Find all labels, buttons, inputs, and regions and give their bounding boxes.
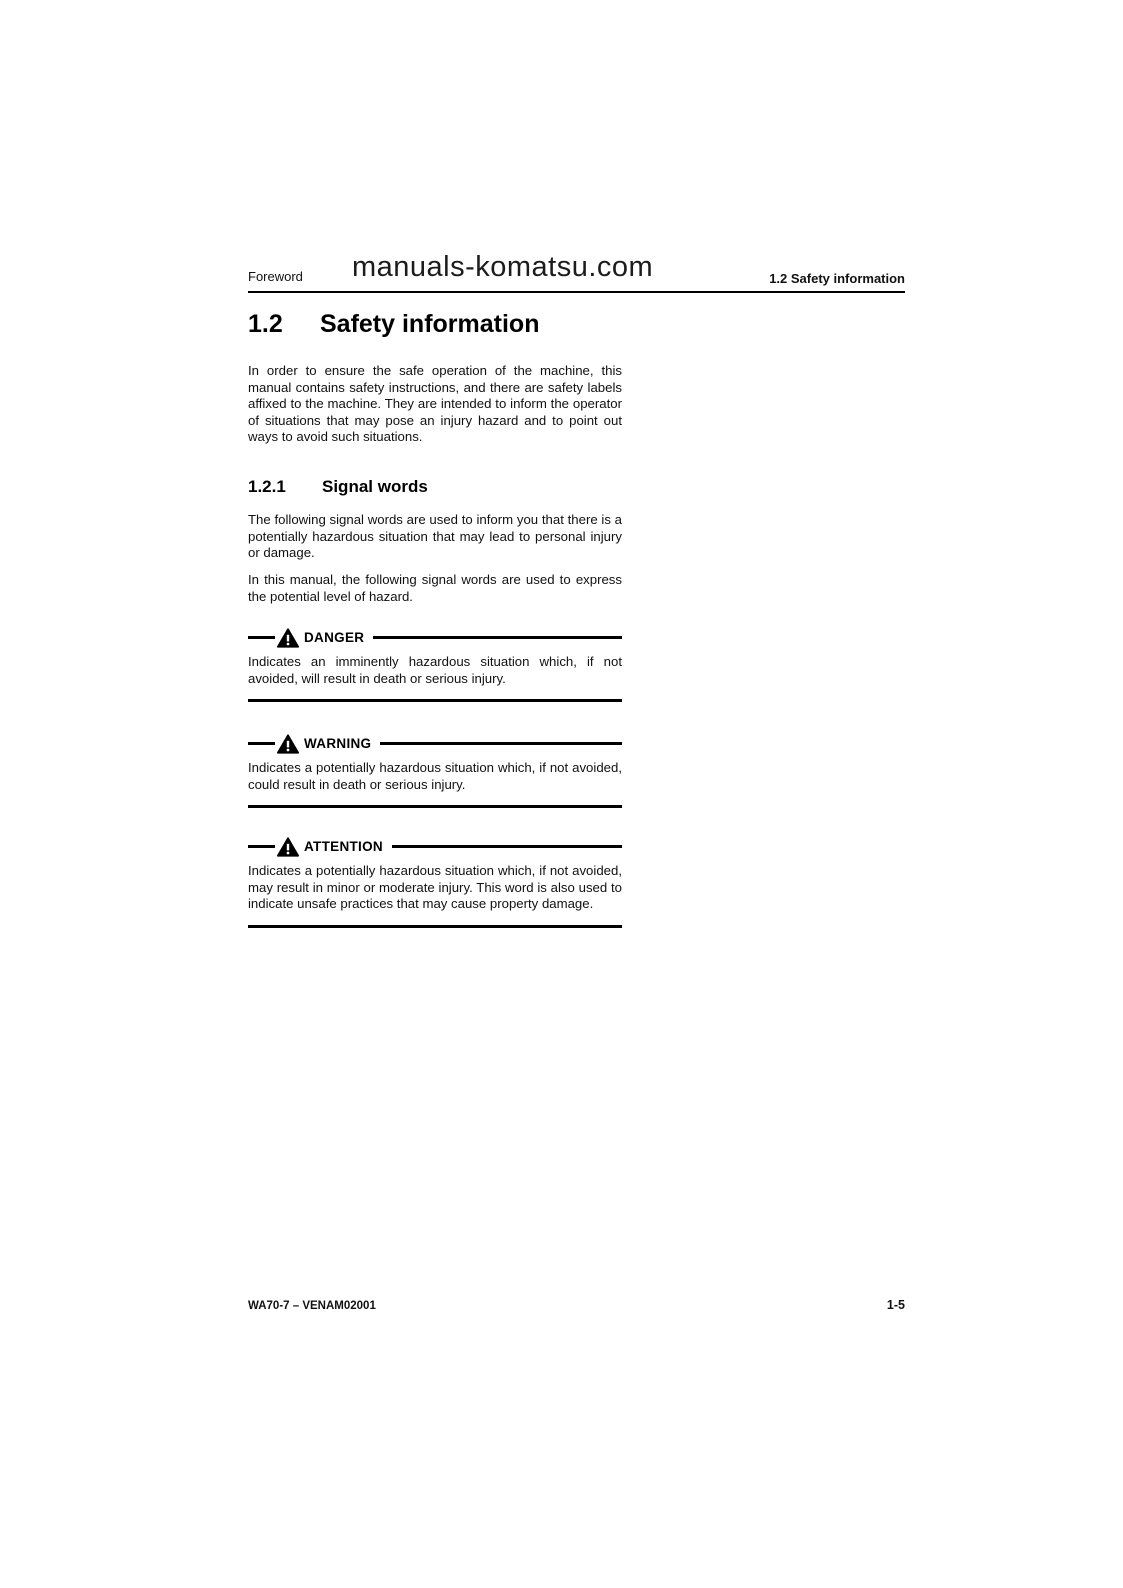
signal-text: Indicates a potentially hazardous situation which, if not avoided, may result in minor or moderate injury. This word is also used to indicate unsafe practices that may cause property damage. <box>248 863 622 911</box>
section-heading-number: 1.2.1 <box>248 477 286 496</box>
section-heading <box>248 477 748 497</box>
section-paragraph-2: In this manual, the following signal words are used to express the potential level of hazard. <box>248 572 622 604</box>
rule-segment <box>248 845 275 848</box>
footer-page-number: 1-5 <box>886 1298 905 1312</box>
warning-triangle-icon <box>277 734 299 754</box>
watermark-text: manuals-komatsu.com <box>352 251 654 283</box>
header-rule <box>248 291 905 293</box>
warning-block <box>248 733 622 808</box>
page-title-number: 1.2 <box>248 310 283 338</box>
rule <box>248 925 622 928</box>
page-title <box>248 310 748 339</box>
rule <box>248 805 622 808</box>
rule-segment <box>380 742 622 745</box>
header-chapter-label: 1.2 Safety information <box>769 271 905 286</box>
signal-text: Indicates a potentially hazardous situation which, if not avoided, could result in death or serious injury. <box>248 760 622 792</box>
rule-segment <box>392 845 622 848</box>
rule-segment <box>373 636 622 639</box>
section-heading-text: Signal words <box>322 477 428 496</box>
rule-segment <box>248 742 275 745</box>
attention-header <box>248 836 622 857</box>
footer <box>248 1298 905 1312</box>
signal-label: DANGER <box>304 630 365 645</box>
attention-block <box>248 836 622 928</box>
rule <box>248 699 622 702</box>
footer-document-code: WA70-7 – VENAM02001 <box>248 1300 376 1312</box>
warning-header <box>248 733 622 754</box>
signal-text: Indicates an imminently hazardous situation which, if not avoided, will result in death or serious injury. <box>248 654 622 686</box>
signal-label: ATTENTION <box>304 839 383 854</box>
rule-segment <box>248 636 275 639</box>
page-title-text: Safety information <box>320 310 540 338</box>
section-paragraph-1: The following signal words are used to inform you that there is a potentially hazardous situation that may lead to personal injury or damage. <box>248 512 622 560</box>
signal-label: WARNING <box>304 736 372 751</box>
danger-header <box>248 627 622 648</box>
header-section-label: Foreword <box>248 269 303 284</box>
warning-triangle-icon <box>277 628 299 648</box>
danger-block <box>248 627 622 702</box>
intro-paragraph: In order to ensure the safe operation of the machine, this manual contains safety instructions, and there are safety labels affixed to the machine. They are intended to inform the operator of situations that may pose an injury hazard and to point out ways to avoid such situations. <box>248 363 622 444</box>
warning-triangle-icon <box>277 837 299 857</box>
